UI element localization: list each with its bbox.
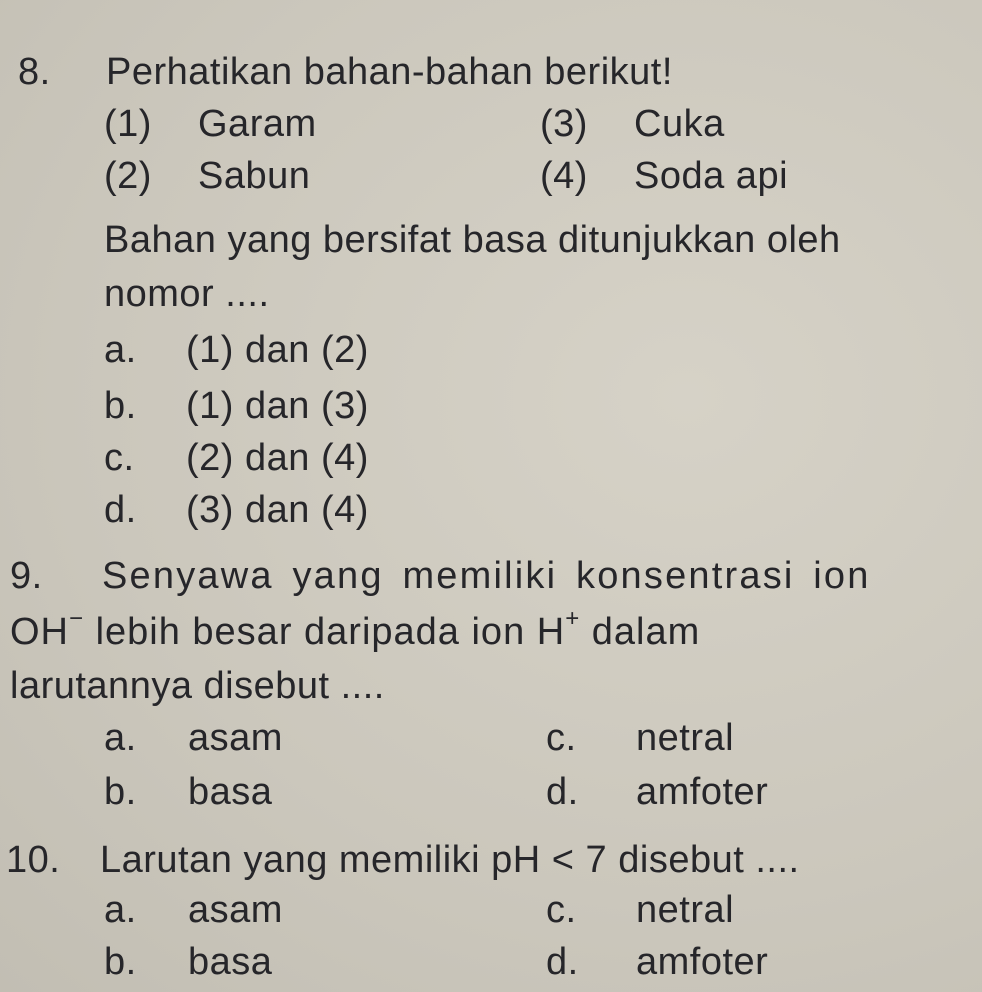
option-text: amfoter <box>636 941 769 983</box>
question-stem: Senyawa yang memiliki konsentrasi ion <box>102 555 871 597</box>
item-label: Sabun <box>198 155 311 197</box>
option-text: netral <box>636 717 735 759</box>
item-number: (2) <box>104 155 152 197</box>
option-text: (1) dan (2) <box>186 329 369 371</box>
option-letter: b. <box>104 385 137 427</box>
option-text: asam <box>188 889 283 931</box>
option-letter: b. <box>104 771 137 813</box>
question-number: 8. <box>18 51 51 93</box>
option-letter: a. <box>104 329 137 371</box>
question-prompt: Bahan yang bersifat basa ditunjukkan oleh <box>104 219 841 261</box>
question-stem: Perhatikan bahan-bahan berikut! <box>106 51 673 93</box>
item-label: Cuka <box>634 103 725 145</box>
option-text: (2) dan (4) <box>186 437 369 479</box>
question-stem: larutannya disebut .... <box>10 665 385 707</box>
item-label: Garam <box>198 103 317 145</box>
option-letter: a. <box>104 889 137 931</box>
hydrogen-ion: H <box>536 611 566 653</box>
question-stem-line2 <box>10 605 701 654</box>
item-number: (1) <box>104 103 152 145</box>
option-text: basa <box>188 941 273 983</box>
item-label: Soda api <box>634 155 789 197</box>
option-text: asam <box>188 717 283 759</box>
option-letter: c. <box>546 889 577 931</box>
option-letter: d. <box>104 489 137 531</box>
question-prompt: nomor .... <box>104 273 270 315</box>
option-text: (3) dan (4) <box>186 489 369 531</box>
stem-text: dalam <box>580 611 701 653</box>
option-text: (1) dan (3) <box>186 385 369 427</box>
superscript-plus: + <box>565 605 581 633</box>
option-letter: d. <box>546 941 579 983</box>
option-letter: a. <box>104 717 137 759</box>
option-letter: c. <box>546 717 577 759</box>
option-letter: c. <box>104 437 135 479</box>
item-number: (4) <box>540 155 588 197</box>
option-letter: d. <box>546 771 579 813</box>
question-number: 10. <box>6 839 61 881</box>
option-text: amfoter <box>636 771 769 813</box>
stem-text: lebih besar daripada ion <box>84 611 537 653</box>
item-number: (3) <box>540 103 588 145</box>
hydroxide-ion: OH <box>10 611 69 653</box>
option-text: netral <box>636 889 735 931</box>
superscript-minus: − <box>69 605 85 633</box>
question-number: 9. <box>10 555 43 597</box>
option-letter: b. <box>104 941 137 983</box>
option-text: basa <box>188 771 273 813</box>
question-stem: Larutan yang memiliki pH < 7 disebut .... <box>100 839 800 881</box>
